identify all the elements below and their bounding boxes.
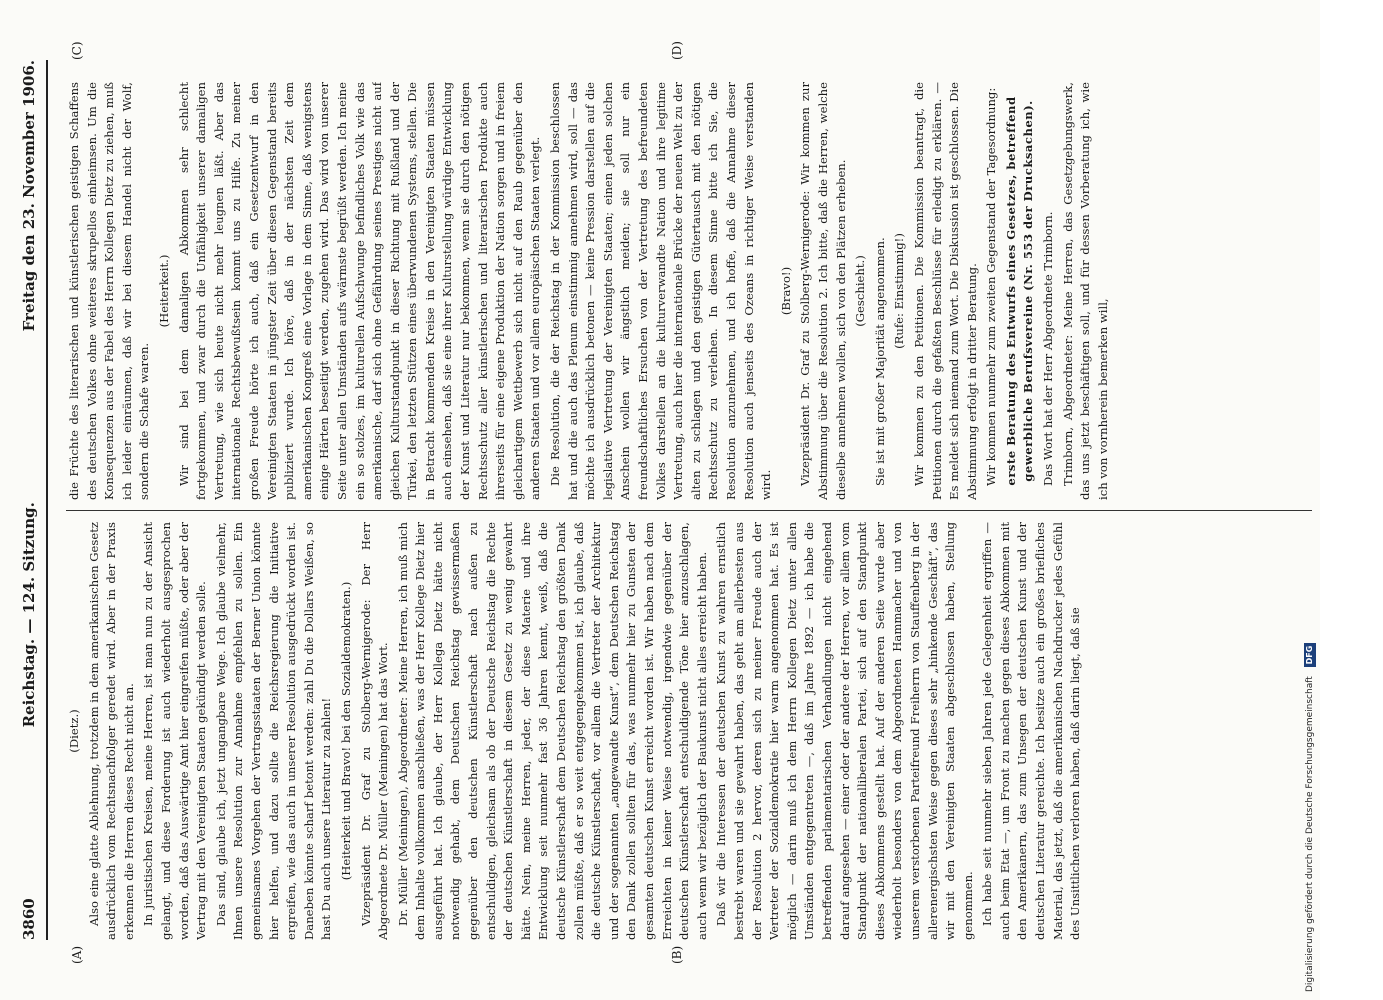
paragraph: Ich habe seit nunmehr sieben Jahren jede Gelegenheit ergriffen — auch beim Etat —, um Front zu machen gegen dieses Abkommen mit den Amerikanern, das zum Unsegen der deutschen Kunst und der deutschen Literatur gereichte. Ich besitze auch ein großes briefliches Material, das jetzt, daß die amerikanischen Nachdrucker jedes Gefühl des Unsittlichen verloren haben, daß darin liegt, daß sie (980, 522, 1083, 940)
paragraph: die Früchte des literarischen und künstlerischen geistigen Schaffens des deutschen Volkes ohne weiteres skrupellos einheimsen. Um die Konsequenzen aus der Fabel des Herrn Kollegen Dietz zu ziehen, muß ich leider einräumen, daß wir bei diesem Handel nicht der Wolf, sondern die Schafe waren. (67, 82, 152, 500)
paragraph: Wir kommen nunmehr zum zweiten Gegenstand der Tagesordnung: (984, 87, 999, 486)
paragraph: Das Wort hat der Herr Abgeordnete Trimborn. (1041, 211, 1056, 486)
call-note: (Rufe: Einstimmig!) (892, 233, 907, 349)
right-column (66, 82, 1312, 500)
paragraph: Sie ist mit großer Majorität angenommen. (872, 237, 887, 486)
happens-note: (Geschieht.) (853, 255, 868, 327)
paragraph: Wir sind bei dem damaligen Abkommen sehr schlecht fortgekommen, und zwar durch die Unfähigkeit unserer damaligen Vertretung, wie sich heute nicht mehr leugnen läßt. Aber das internationale Rechtsbewußtsein kommt uns zu Hilfe. Zu meiner großen Freude hörte ich auch, daß ein Gesetzentwurf in den Vereinigten Staaten in jüngster Zeit über diesen Gegenstand bereits publiziert wurde. Ich höre, daß in der nächsten Zeit dem amerikanischen Kongreß eine Vorlage in dem Sinne, daß wenigstens einige Härten beseitigt werden, zugehen wird. Das wird von unserer Seite unter allen Umständen aufs wärmste begrüßt werden. Ich meine ein so stolzes, im kulturellen Aufschwunge befindliches Volk wie das amerikanische, darf sich ohne Gefährdung seines Prestiges nicht auf gleichen Kulturstandpunkt in dieser Richtung mit Rußland und der Türkei, den letzten Stützen eines überwundenen Systems, stellen. Die in Betracht kommenden Kreise in den Vereinigten Staaten müssen auch einsehen, daß sie eine ihrer Kulturstellung würdige Entwicklung der Kunst und Literatur nur bekommen, wenn sie durch den nötigen Rechtsschutz aller künstlerischen und literarischen Produkte auch ihrerseits für eine eigene Produktion der Nation sorgen und in freiem gleichartigem Wettbewerb sich nicht auf den Raub gegenüber den anderen Staaten und vor allem europäischen Staaten verlegt. (176, 82, 543, 500)
left-column (66, 522, 1312, 940)
paragraph: Daß wir die Interessen der deutschen Kunst zu wahren ernstlich bestrebt waren und sie gewahrt haben, das geht am allerbesten aus der Resolution 2 hervor, deren sich zu meiner Freude auch der Vertreter der Sozialdemokratie hier warm angenommen hat. Es ist möglich — darin muß ich dem Herrn Kollegen Dietz unter allen Umständen entgegentreten —, daß im Jahre 1892 — ich habe die betreffenden parlamentarischen Verhandlungen nicht eingehend darauf angesehen — einer oder der andere der Herren, vor allem vom Standpunkt der nationalliberalen Partei, sich auf den Standpunkt dieses Abkommens gestellt hat. Auf der anderen Seite wurde aber wiederholt besonders von dem Abgeordneten Hammacher und von unserem verstorbenen Parteifreund Freiherrn von Stauffenberg in der allerenergischsten Weise gegen dieses sehr „hinkende Geschäft“, das wir mit den Vereinigten Staaten abgeschlossen haben, Stellung genommen. (714, 522, 975, 940)
speaker-label: (Dietz.) (67, 709, 81, 753)
marker-a: (A) (70, 945, 84, 964)
bravo-note: (Bravo!) (778, 266, 793, 316)
agenda-item: erste Beratung des Entwurfs eines Gesetzes, betreffend gewerbliche Berufsvereine (Nr. 553 der Drucksachen). (1003, 96, 1036, 486)
column-divider (66, 510, 1312, 511)
dfg-logo: DFG (1304, 643, 1316, 668)
vice-president-statement: Vizepräsident Dr. Graf zu Stolberg-Wernigerode: Wir kommen zur Abstimmung über die Resolution 2. Ich bitte, daß die Herren, welche dieselbe annehmen wollen, sich von den Plätzen erheben. (798, 82, 848, 500)
paragraph: In juristischen Kreisen, meine Herren, ist man nun zu der Ansicht gelangt, und diese Forderung ist auch wiederholt ausgesprochen worden, daß das Auswärtige Amt hier eingreifen müßte, oder aber der Vertrag mit den Vereinigten Staaten gekündigt werden solle. (141, 522, 209, 940)
marker-b: (B) (670, 945, 684, 964)
laughter-note: (Heiterkeit.) (156, 254, 171, 328)
header-date: Freitag den 23. November 1906. (20, 60, 38, 332)
speech-mueller: Dr. Müller (Meiningen), Abgeordneter: Meine Herren, ich muß mich dem Inhalte vollkommen anschließen, was der Herr Kollege Dietz hier ausgeführt hat. Ich glaube, der Herr Kollega Dietz hätte nicht notwendig gehabt, dem Deutschen Reichstag gewissermaßen gegenüber den deutschen Künstlerschaft nach außen zu entschuldigen, gleichsam als ob der Deutsche Reichstag die Rechte der deutschen Künstlerschaft in diesem Gesetz zu wenig gewahrt hätte. Nein, meine Herren, jeder, der diese Materie und ihre Entwicklung seit nunmehr fast 36 Jahren kennt, weiß, daß die deutsche Künstlerschaft dem Deutschen Reichstag den größten Dank zollen müßte, daß er so weit entgegengekommen ist, ich glaube, daß die deutsche Künstlerschaft, vor allem die Vertreter der Architektur und der sogenannten „angewandte Kunst“, dem Deutschen Reichstag den Dank zollen sollten für das, was nunmehr hier zu Gunsten der gesamten deutschen Kunst erreicht worden ist. Wir haben nach dem Erreichten in keiner Weise notwendig, irgendwie gegenüber der deutschen Künstlerschaft entschuldigende Töne hier anzuschlagen, auch wenn wir bezüglich der Baukunst nicht alles erreicht haben. (395, 522, 709, 940)
footer-text: Digitalisierung gefördert durch die Deutsche Forschungsgemeinschaft (1305, 676, 1315, 992)
marker-d: (D) (670, 41, 684, 60)
page-header (12, 60, 48, 940)
vice-president-statement: Vizepräsident Dr. Graf zu Stolberg-Wernigerode: Der Herr Abgeordnete Dr. Müller (Meiningen) hat das Wort. (358, 522, 391, 940)
page-number: 3860 (20, 898, 38, 940)
paragraph: Die Resolution, die der Reichstag in der Kommission beschlossen hat und die auch das Plenum einstimmig annehmen wird, soll — das möchte ich ausdrücklich betonen — keine Pression darstellen auf die legislative Vertretung der Vereinigten Staaten; einen jeden solchen Anschein wollen wir ängstlich meiden; sie soll nur ein freundschaftliches Ersuchen von der Vertretung des befreundeten Volkes darstellen an die kulturverwandte Nation und ihre legitime Vertretung, auch hier die internationale Brücke der neuen Welt zu der alten zu schlagen und den geistigen Gütertausch mit den nötigen Rechtsschutz zu verleihen. In diesem Sinne bitte ich Sie, die Resolution anzunehmen, und ich hoffe, daß die Annahme dieser Resolution auch jenseits des Ozeans in richtiger Weise verstanden wird. (548, 82, 774, 500)
paragraph: Das sind, glaube ich, jetzt ungangbare Wege. Ich glaube vielmehr, Ihnen unsere Resolution zur Annahme empfehlen zu sollen. Ein gemeinsames Vorgehen der Vertragsstaaten der Berner Union könnte hier helfen, und dazu sollte die Reichsregierung die Initiative ergreifen, wie das auch in unserer Resolution ausgedrückt worden ist. Daneben könnte scharf betont werden: zahl Du die Dollars Weißen, so hast Du auch unsere Literatur zu zahlen! (213, 522, 334, 940)
applause-note: (Heiterkeit und Bravo! bei den Sozialdemokraten.) (338, 581, 353, 881)
marker-c: (C) (70, 41, 84, 60)
digitization-footer (1302, 0, 1318, 1000)
speech-trimborn: Trimborn, Abgeordneter: Meine Herren, das Gesetzgebungswerk, das uns jetzt beschäftigen soll, und für dessen Vorberatung ich, wie ich von vornherein bemerken will, (1060, 82, 1110, 500)
header-title: Reichstag. — 124. Sitzung. (20, 502, 38, 728)
paragraph: Wir kommen zu den Petitionen. Die Kommission beantragt, die Petitionen durch die gefaßten Beschlüsse für erledigt zu erklären. — Es meldet sich niemand zum Wort. Die Diskussion ist geschlossen. Die Abstimmung erfolgt in dritter Beratung. (911, 82, 979, 500)
paragraph: Also eine glatte Ablehnung, trotzdem in dem amerikanischen Gesetz ausdrücklich vom Rechtsnachfolger geredet wird. Aber in der Praxis erkennen die Herren dieses Recht nicht an. (86, 522, 136, 940)
